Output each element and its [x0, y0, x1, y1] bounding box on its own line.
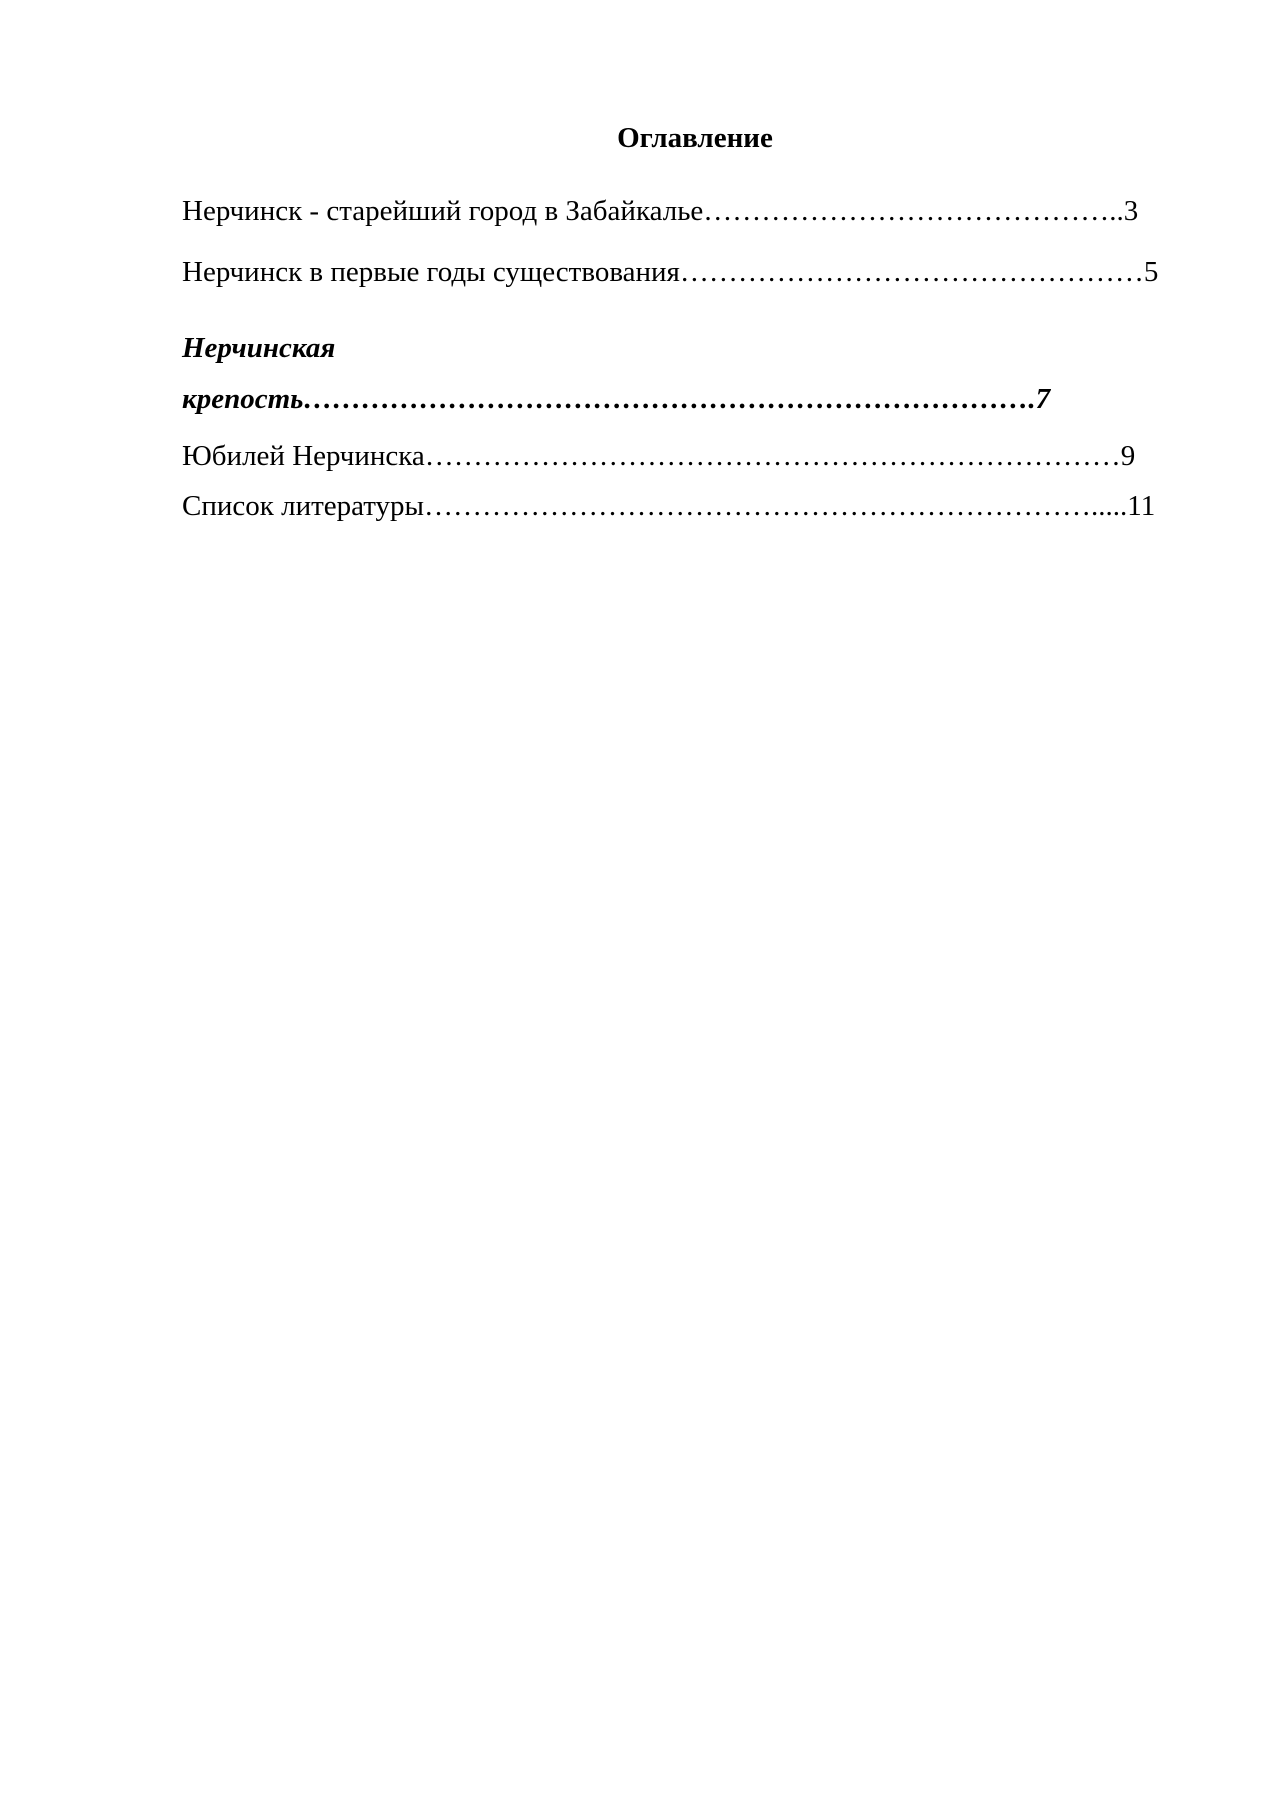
toc-entry: Нерчинск в первые годы существования…………………………………………5 — [182, 256, 1159, 288]
toc-entry: крепость………………………………………………………………….7 — [182, 383, 1051, 415]
toc-entry: Нерчинская — [182, 332, 336, 364]
toc-entry: Юбилей Нерчинска………………………………………………………………9 — [182, 440, 1136, 472]
toc-entry: Нерчинск - старейший город в Забайкалье……………………………………..3 — [182, 195, 1139, 227]
toc-entry: Список литературы…………………………………………………………….....11 — [182, 490, 1156, 522]
page-title: Оглавление — [617, 122, 773, 154]
